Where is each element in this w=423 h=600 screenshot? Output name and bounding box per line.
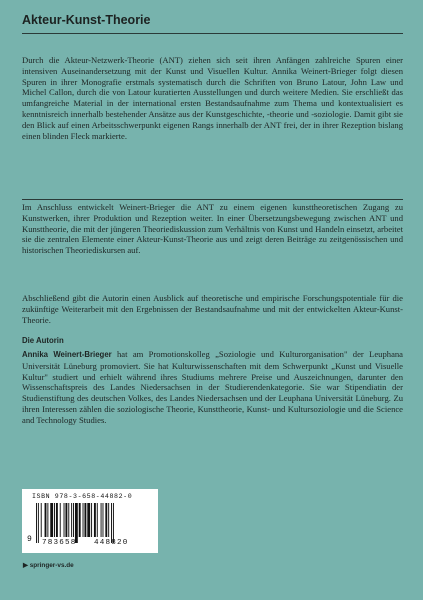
isbn-number: ISBN 978-3-658-44882-0 bbox=[32, 493, 133, 500]
barcode-bar bbox=[97, 503, 98, 537]
barcode-bar bbox=[84, 503, 86, 537]
barcode-bar bbox=[38, 503, 39, 543]
barcode-bar bbox=[71, 503, 72, 537]
book-title: Akteur-Kunst-Theorie bbox=[22, 13, 151, 27]
ean-right-digits: 448820 bbox=[94, 539, 129, 547]
publisher-website: ▶ springer-vs.de bbox=[23, 562, 74, 569]
barcode-bar bbox=[94, 503, 96, 537]
blurb-paragraph-2: Im Anschluss entwickelt Weinert-Brieger die ANT zu einem eigenen kunsttheoretischen Zugang zu Kunstwerken, ihrer Produktion und Rezeption weiter. In einer Übersetzungsbewegung zwischen ANT und Kunsttheorie, die mit der jüngeren Theoriediskussion zum Verhältnis von Kunst und Handeln einsetzt, arbeitet sie die zentralen Elemente einer Akteur-Kunst-Theorie aus und zeigt deren Beiträge zu zeitgenössischen und historischen Theoriediskursen auf. bbox=[22, 202, 403, 256]
barcode-bar bbox=[41, 503, 42, 537]
barcode-bar bbox=[47, 503, 48, 537]
barcode-bar bbox=[60, 503, 61, 537]
barcode-bar bbox=[101, 503, 102, 537]
barcode-bar bbox=[54, 503, 55, 537]
blurb-paragraph-3: Abschließend gibt die Autorin einen Ausblick auf theoretische und empirische Forschungspotentiale für die zukünftige Weiterarbeit mit den Ergebnissen der Bestandsaufnahme und mit der entwickelten Akteur-Kunst-Theorie. bbox=[22, 293, 403, 325]
barcode-bar bbox=[68, 503, 69, 537]
barcode-bar bbox=[64, 503, 65, 537]
barcode-bar bbox=[65, 503, 67, 537]
barcode-bar bbox=[91, 503, 92, 537]
isbn-barcode bbox=[22, 489, 158, 553]
top-divider bbox=[22, 33, 403, 34]
section-divider bbox=[22, 199, 403, 200]
barcode-bar bbox=[75, 503, 78, 543]
barcode-bar bbox=[108, 503, 109, 537]
barcode-bar bbox=[36, 503, 37, 543]
ean-left-digits: 783658 bbox=[42, 539, 77, 547]
barcode-bar bbox=[111, 503, 112, 543]
barcode-bar bbox=[83, 503, 84, 537]
ean-first-digit: 9 bbox=[27, 535, 32, 544]
author-name: Annika Weinert-Brieger bbox=[22, 350, 112, 359]
author-bio-text: hat am Promotionskolleg „Soziologie und Kulturorganisation" der Leuphana Universität Lüneburg promoviert. Sie hat Kulturwissenschaften mit dem Schwerpunkt „Kunst und Visuelle Kultur" studiert und erhielt während ihres Studiums mehrere Preise und Auszeichnungen, darunter den Wissenschaftspreis des Landes Niedersachsen in der Studierendenkategorie. Sie war Stipendiatin der Studienstiftung des deutschen Volkes, des Landes Niedersachsen und der Leuphana Universität Lüneburg. Zu ihren Interessen zählen die soziologische Theorie, Kunsttheorie, Kunst- und Kultursoziologie und die Science and Technology Studies. bbox=[22, 349, 403, 425]
barcode-bar bbox=[73, 503, 74, 537]
barcode-bar bbox=[50, 503, 53, 537]
barcode-bar bbox=[87, 503, 90, 537]
barcode-bar bbox=[113, 503, 114, 543]
barcode-bar bbox=[79, 503, 81, 537]
author-bio bbox=[22, 349, 403, 426]
barcode-bar bbox=[56, 503, 58, 537]
author-heading: Die Autorin bbox=[22, 336, 64, 345]
barcode-bar bbox=[105, 503, 107, 537]
blurb-paragraph-1: Durch die Akteur-Netzwerk-Theorie (ANT) ziehen sich seit ihren Anfängen zahlreiche Spuren einer intensiven Auseinandersetzung mit der Kunst und Visuellen Kultur. Annika Weinert-Brieger folgt diesen Spuren in ihrer Monografie erstmals systematisch durch die Schriften von Bruno Latour, John Law und Michel Callon, durch die von Latour kuratierten Ausstellungen und durch weitere Medien. Sie erschließt das umfangreiche Material in der international ersten Bestandsaufnahme zum Thema und kontextualisiert es kenntnisreich innerhalb bestehender Ansätze aus der Kunstgeschichte, -theorie und -soziologie. Damit gibt sie den Blick auf einen Arbeitsschwerpunkt eigenen Rangs innerhalb der ANT frei, der in ihrer Rezeption bislang einen blinden Fleck markierte. bbox=[22, 55, 403, 141]
barcode-bar bbox=[103, 503, 104, 537]
barcode-bar bbox=[45, 503, 47, 537]
